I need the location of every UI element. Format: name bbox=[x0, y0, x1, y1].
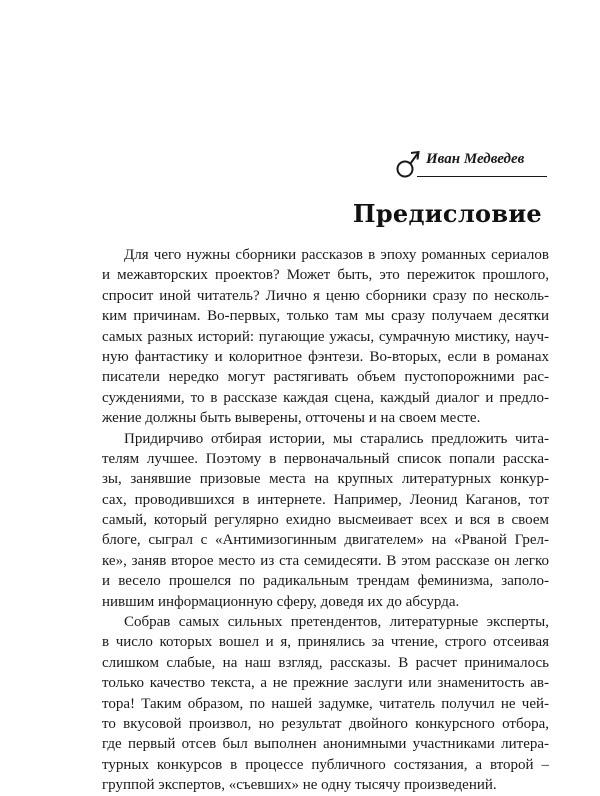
text-line: ке», заняв второе место из ста семидесяти. В этом рассказе он легко bbox=[102, 552, 549, 569]
chapter-title: Предисловие bbox=[352, 199, 542, 228]
text-line: только качество текста, а не прежние заслуги или знаменитость ав- bbox=[102, 675, 549, 692]
text-line: где первый отсев был выполнен анонимными участниками литера- bbox=[102, 736, 549, 753]
text-line: суждениями, то в рассказе каждая сцена, каждый диалог и предло- bbox=[102, 389, 549, 406]
author-underline bbox=[417, 176, 547, 177]
text-line: тора! Таким образом, по нашей задумке, читатель получил не чей- bbox=[102, 695, 549, 712]
text-line: самый, который регулярно ехидно высмеивает всех и вся в своем bbox=[102, 512, 549, 529]
text-line: писатели нередко могут растягивать объем пустопорожними рас- bbox=[102, 369, 549, 386]
text-line: зы, занявшие призовые места на крупных литературных конкур- bbox=[102, 471, 549, 488]
text-line: Придирчиво отбирая истории, мы старались предложить чита- bbox=[124, 430, 549, 447]
text-line: слишком слабые, на наш взгляд, рассказы. В расчет принималось bbox=[102, 654, 549, 671]
text-line: спросит иной читатель? Лично я ценю сборники сразу по несколь- bbox=[102, 287, 549, 304]
text-line: сах, проводившихся в интернете. Например, Леонид Каганов, тот bbox=[102, 491, 549, 508]
text-line: Собрав самых сильных претендентов, литературные эксперты, bbox=[124, 614, 549, 631]
text-line: турных конкурсов в процессе публичного состязания, а второй – bbox=[102, 756, 549, 773]
text-line: группой экспертов, «съевших» не одну тысячу произведений. bbox=[102, 777, 497, 794]
text-line: блоге, сыграл с «Антимизогинным двигателем» на «Рваной Грел- bbox=[102, 532, 549, 549]
text-line: жение должны быть выверены, отточены и на своем месте. bbox=[102, 410, 481, 427]
text-line: и весело прошелся по радикальным трендам феминизма, заполо- bbox=[102, 573, 549, 590]
text-line: и межавторских проектов? Может быть, это пережиток прошлого, bbox=[102, 267, 549, 284]
author-name: Иван Медведев bbox=[426, 151, 525, 167]
text-line: Для чего нужны сборники рассказов в эпоху романных сериалов bbox=[124, 247, 549, 263]
text-line: ким причинам. Во-первых, только там мы сразу получаем десятки bbox=[102, 308, 549, 325]
text-line: ную фантастику и колоритное фэнтези. Во-вторых, если в романах bbox=[102, 348, 549, 365]
author-header bbox=[395, 143, 547, 183]
text-line: телям лучшее. Поэтому в первоначальный список попали расска- bbox=[102, 450, 549, 467]
text-line: самых разных историй: пугающие ужасы, сумрачную мистику, науч- bbox=[102, 328, 549, 345]
chapter-body bbox=[102, 245, 549, 796]
text-line: то вкусовой произвол, но результат двойного конкурсного отбора, bbox=[102, 715, 549, 732]
text-line: нившим информационную сферу, доведя их до абсурда. bbox=[102, 593, 460, 610]
text-line: в число которых вошел и я, принялись за чтение, строго отсеивая bbox=[102, 634, 549, 651]
